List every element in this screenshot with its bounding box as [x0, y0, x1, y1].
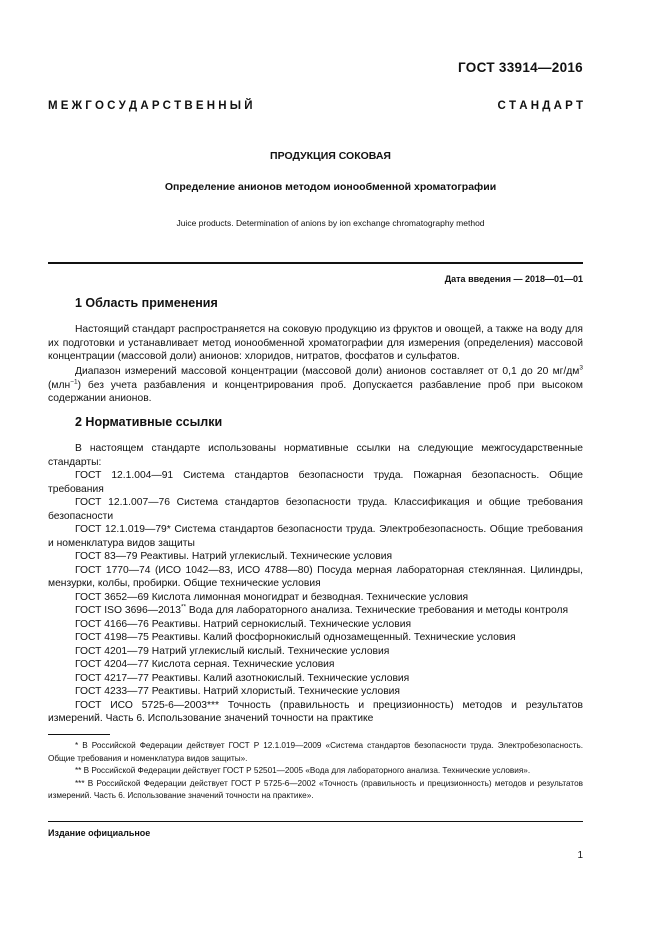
section-1-paragraph-1	[48, 323, 583, 364]
gost-number: ГОСТ 33914—2016	[458, 60, 583, 75]
reference-item	[48, 550, 583, 564]
reference-item	[48, 469, 583, 496]
footnotes	[48, 740, 583, 803]
reference-text: ГОСТ 83—79 Реактивы. Натрий углекислый. Технические условия	[75, 551, 393, 562]
reference-text: ГОСТ 1770—74 (ИСО 1042—83, ИСО 4788—80) Посуда мерная лабораторная стеклянная. Цилиндры, мензурки, колбы, пробирки. Общие технические условия	[48, 564, 583, 589]
reference-text: ГОСТ 12.1.007—76 Система стандартов безопасности труда. Классификация и общие требования безопасности	[48, 497, 583, 522]
document-title-english: Juice products. Determination of anions by ion exchange chromatography method	[176, 218, 485, 228]
reference-text: ГОСТ 4201—79 Натрий углекислый кислый. Технические условия	[75, 645, 390, 657]
page-number: 1	[577, 850, 583, 861]
section-1-paragraph-2	[48, 365, 583, 406]
footnote-text: *** В Российской Федерации действует ГОСТ Р 5725-6—2002 «Точность (правильность и прецизионность) методов и результатов измерений. Часть 6. Использование значений точности на практике».	[48, 778, 583, 800]
banner-word-interstate: М Е Ж Г О С У Д А Р С Т В Е Н Н Ы Й	[48, 100, 253, 112]
document-subtitle: Определение анионов методом ионообменной хроматографии	[164, 181, 497, 193]
section-1-paragraph-1-text: Настоящий стандарт распространяется на соковую продукцию из фруктов и овощей, а также на воду для их подготовки и устанавливает метод ионообменной хроматографии для измерения (определения) массовой концентрации (массовой доли) анионов: хлоридов, нитратов, фосфатов и сульфатов.	[48, 324, 583, 362]
reference-text: ГОСТ 4198—75 Реактивы. Калий фосфорнокислый однозамещенный. Технические условия	[75, 632, 516, 643]
reference-footnote-mark: **	[180, 603, 187, 611]
footnote-text: * В Российской Федерации действует ГОСТ Р 12.1.019—2009 «Система стандартов безопасности труда. Электробезопасность. Общие требования и номенклатура видов защиты».	[48, 741, 583, 763]
reference-item	[48, 523, 583, 550]
reference-item	[48, 699, 583, 726]
reference-item	[48, 564, 583, 591]
reference-text: ГОСТ ИСО 5725-6—2003*** Точность (правильность и прецизионность) методов и результатов измерений. Часть 6. Использование значений точности на практике	[48, 699, 583, 724]
reference-text: ГОСТ 12.1.019—79* Система стандартов безопасности труда. Электробезопасность. Общие требования и номенклатура видов защиты	[48, 524, 583, 549]
footnote-item	[48, 740, 583, 765]
superscript-minus-1: −1	[70, 378, 78, 386]
footer-divider	[48, 821, 583, 822]
banner-word-standard: С Т А Н Д А Р Т	[497, 100, 583, 112]
reference-item	[48, 645, 583, 659]
reference-item	[48, 496, 583, 523]
superscript-3: 3	[579, 364, 583, 372]
reference-text: ГОСТ ISO 3696—2013	[75, 605, 181, 616]
reference-item	[48, 685, 583, 699]
reference-item	[48, 618, 583, 632]
normative-references-list	[48, 469, 583, 726]
introduction-date: Дата введения — 2018—01—01	[444, 274, 583, 284]
reference-text: ГОСТ 4217—77 Реактивы. Калий азотнокислый. Технические условия	[75, 672, 410, 684]
footnote-item	[48, 765, 583, 778]
reference-text: ГОСТ 4204—77 Кислота серная. Технические условия	[75, 659, 335, 670]
range-text-b: (млн	[48, 379, 71, 391]
reference-item	[48, 604, 583, 618]
footnote-divider	[48, 734, 110, 735]
footnote-item	[48, 778, 583, 803]
reference-text: ГОСТ 4233—77 Реактивы. Натрий хлористый. Технические условия	[75, 686, 400, 697]
range-text-a: Диапазон измерений массовой концентрации (массовой доли) анионов составляет от 0,1 до 20 мг/дм	[75, 366, 580, 377]
footnote-text: ** В Российской Федерации действует ГОСТ Р 52501—2005 «Вода для лабораторного анализа. Технические условия».	[75, 766, 531, 775]
section-2-heading: 2 Нормативные ссылки	[75, 415, 223, 429]
reference-item	[48, 672, 583, 686]
reference-item	[48, 591, 583, 605]
reference-item	[48, 658, 583, 672]
reference-text: ГОСТ 4166—76 Реактивы. Натрий сернокислый. Технические условия	[75, 618, 412, 630]
official-edition-label: Издание официальное	[48, 828, 151, 838]
reference-item	[48, 631, 583, 645]
section-2-intro-text: В настоящем стандарте использованы нормативные ссылки на следующие межгосударственные стандарты:	[48, 443, 583, 468]
section-1-heading: 1 Область применения	[75, 296, 218, 310]
reference-text-rest: Вода для лабораторного анализа. Технические требования и методы контроля	[186, 605, 569, 616]
range-text-c: ) без учета разбавления и концентрирования проб. Допускается разбавление проб при высоком содержании анионов.	[48, 379, 583, 404]
reference-text: ГОСТ 12.1.004—91 Система стандартов безопасности труда. Пожарная безопасность. Общие требования	[48, 470, 583, 495]
title-divider	[48, 262, 583, 264]
interstate-standard-banner	[48, 100, 583, 112]
document-title: ПРОДУКЦИЯ СОКОВАЯ	[270, 150, 391, 162]
reference-text: ГОСТ 3652—69 Кислота лимонная моногидрат и безводная. Технические условия	[75, 591, 469, 603]
section-2-intro	[48, 442, 583, 469]
